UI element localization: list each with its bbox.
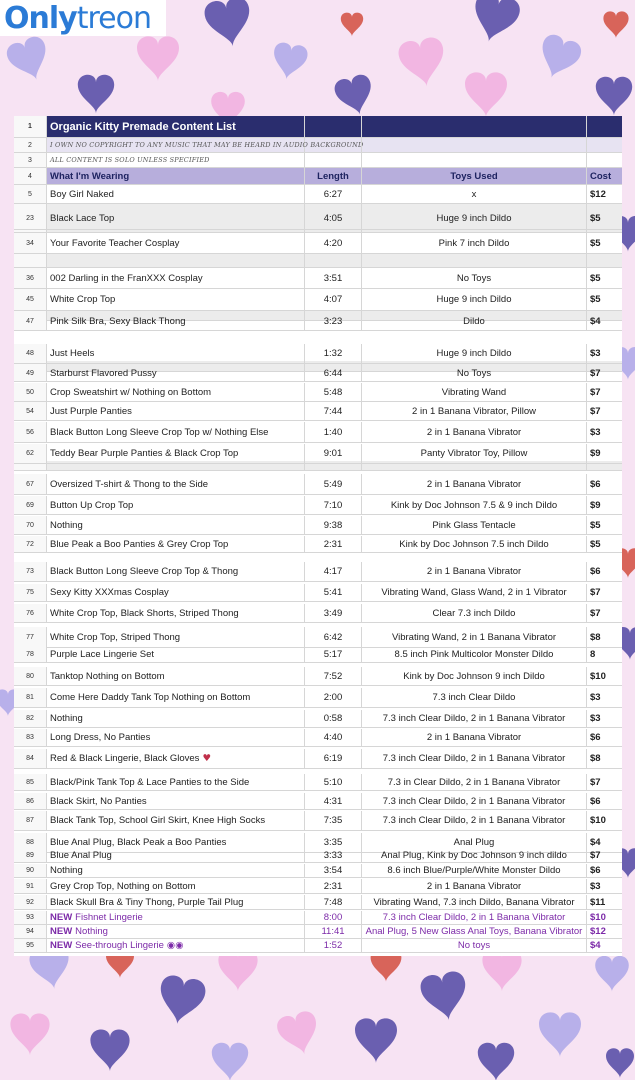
length-cell: 1:32 [305, 344, 362, 363]
cost-cell: $5 [590, 538, 601, 550]
toys-cell: 7.3 inch Clear Dildo, 2 in 1 Banana Vibrator [362, 811, 587, 830]
row-number: 50 [14, 383, 47, 401]
note-row [14, 153, 622, 168]
toys-cell: Kink by Doc Johnson 7.5 & 9 inch Dildo [362, 496, 587, 514]
row-number: 82 [14, 710, 47, 727]
cost-cell: $5 [590, 213, 601, 224]
wearing-text: Nothing [75, 926, 108, 937]
length-cell: 4:17 [305, 562, 362, 581]
wearing-cell [47, 710, 305, 727]
table-row [14, 562, 622, 582]
wearing-cell [47, 268, 305, 288]
wearing-cell [47, 185, 305, 203]
cost-cell: $12 [590, 926, 606, 937]
row-number: 87 [14, 811, 47, 830]
row-number: 92 [14, 895, 47, 909]
wearing-cell [47, 879, 305, 893]
toys-cell: Panty Vibrator Toy, Pillow [362, 444, 587, 463]
length-cell: 3:49 [305, 604, 362, 622]
length-cell: 3:33 [305, 849, 362, 862]
wearing-cell [47, 516, 305, 534]
length-cell: 3:35 [305, 833, 362, 852]
table-row [14, 793, 622, 810]
length-cell: 3:23 [305, 312, 362, 330]
toys-cell: Anal Plug, 5 New Glass Anal Toys, Banana Vibrator [362, 925, 587, 938]
toys-cell: Vibrating Wand, Glass Wand, 2 in 1 Vibrator [362, 584, 587, 601]
wearing-text: Nothing [50, 865, 83, 876]
table-row [14, 688, 622, 708]
toys-cell: 2 in 1 Banana Vibrator, Pillow [362, 402, 587, 420]
cost-cell: $7 [590, 367, 601, 379]
wearing-text: Pink Silk Bra, Sexy Black Thong [50, 315, 186, 327]
cost-cell: 8 [590, 648, 596, 660]
length-cell: 1:52 [305, 939, 362, 952]
row-number: 95 [14, 939, 47, 952]
toys-cell: 8.5 inch Pink Multicolor Monster Dildo [362, 646, 587, 662]
length-cell: 0:58 [305, 710, 362, 727]
cost-cell: $12 [590, 188, 606, 200]
toys-cell: 2 in 1 Banana Vibrator [362, 879, 587, 893]
toys-cell: 2 in 1 Banana Vibrator [362, 729, 587, 746]
eyes-icon: ◉◉ [163, 940, 184, 951]
table-row [14, 516, 622, 535]
row-number: 36 [14, 268, 47, 288]
cost-cell: $6 [590, 478, 601, 490]
table-row [14, 185, 622, 204]
cost-cell: $9 [590, 448, 601, 459]
table-row [14, 879, 622, 894]
wearing-cell [47, 536, 305, 552]
wearing-text: See-through Lingerie [75, 940, 164, 951]
length-cell: 6:27 [305, 185, 362, 203]
length-cell: 5:10 [305, 774, 362, 790]
wearing-text: Black/Pink Tank Top & Lace Panties to the Side [50, 776, 250, 788]
wearing-text: Black Button Long Sleeve Crop Top w/ Nothing Else [50, 426, 269, 438]
toys-cell: Kink by Doc Johnson 7.5 inch Dildo [362, 536, 587, 552]
wearing-cell [47, 208, 305, 229]
row-number: 80 [14, 667, 47, 685]
wearing-cell [47, 793, 305, 809]
wearing-cell [47, 627, 305, 647]
column-header-row [14, 168, 622, 185]
length-cell: 5:41 [305, 584, 362, 601]
table-row [14, 233, 622, 254]
wearing-text: Blue Peak a Boo Panties & Grey Crop Top [50, 538, 229, 550]
wearing-text: Purple Lace Lingerie Set [50, 648, 155, 660]
toys-cell: Pink Glass Tentacle [362, 516, 587, 534]
wearing-cell [47, 444, 305, 463]
header-length: Length [305, 168, 362, 184]
toys-cell: 7.3 inch Clear Dildo, 2 in 1 Banana Vibrator [362, 749, 587, 768]
row-number: 84 [14, 749, 47, 768]
wearing-text: Black Lace Top [50, 213, 115, 224]
table-row [14, 604, 622, 623]
wearing-text: Blue Anal Plug [50, 850, 112, 861]
cost-cell: $7 [590, 776, 601, 788]
cost-cell: $10 [590, 670, 606, 682]
table-row [14, 584, 622, 602]
length-cell: 5:48 [305, 383, 362, 401]
spreadsheet [14, 116, 622, 956]
watermark-part1: Only [4, 0, 77, 36]
cost-cell: $3 [590, 880, 601, 892]
new-badge: NEW [50, 940, 73, 951]
wearing-cell [47, 233, 305, 253]
length-cell: 6:44 [305, 365, 362, 381]
row-number: 77 [14, 627, 47, 647]
table-row [14, 268, 622, 289]
wearing-cell [47, 474, 305, 494]
wearing-text: 002 Darling in the FranXXX Cosplay [50, 272, 203, 284]
table-row [14, 344, 622, 364]
row-number: 1 [14, 116, 47, 137]
table-row [14, 925, 622, 939]
row-number: 90 [14, 864, 47, 877]
solo-note: ALL CONTENT IS SOLO UNLESS SPECIFIED [47, 153, 305, 167]
hidden-rows-gap [14, 254, 622, 268]
table-row [14, 749, 622, 769]
wearing-cell [47, 312, 305, 330]
cost-cell: $6 [590, 795, 601, 807]
title-row [14, 116, 622, 138]
row-number: 69 [14, 496, 47, 514]
cost-cell: $5 [590, 272, 601, 284]
new-badge: NEW [50, 912, 73, 923]
toys-cell: 2 in 1 Banana Vibrator [362, 422, 587, 442]
wearing-text: Your Favorite Teacher Cosplay [50, 237, 180, 249]
table-row [14, 895, 622, 910]
wearing-text: Grey Crop Top, Nothing on Bottom [50, 880, 196, 892]
toys-cell: Anal Plug, Kink by Doc Johnson 9 inch dildo [362, 849, 587, 862]
wearing-cell [47, 749, 305, 768]
wearing-cell [47, 911, 305, 924]
wearing-cell [47, 688, 305, 707]
row-number: 94 [14, 925, 47, 938]
length-cell: 6:19 [305, 749, 362, 768]
toys-cell: Clear 7.3 inch Dildo [362, 604, 587, 622]
table-row [14, 402, 622, 421]
row-number: 81 [14, 688, 47, 707]
toys-cell: 7.3 inch Clear Dildo, 2 in 1 Banana Vibrator [362, 911, 587, 924]
table-row [14, 422, 622, 443]
cost-cell: $5 [590, 237, 601, 249]
toys-cell: No toys [362, 939, 587, 952]
wearing-text: Button Up Crop Top [50, 499, 134, 511]
length-cell: 3:54 [305, 864, 362, 877]
wearing-cell [47, 939, 305, 952]
wearing-text: Starburst Flavored Pussy [50, 367, 157, 379]
wearing-text: Boy Girl Naked [50, 188, 114, 200]
length-cell: 9:38 [305, 516, 362, 534]
kiss-lips-icon: ♥ [199, 753, 211, 764]
cost-cell: $7 [590, 405, 601, 417]
toys-cell: Dildo [362, 312, 587, 330]
wearing-text: Sexy Kitty XXXmas Cosplay [50, 587, 169, 598]
length-cell: 4:40 [305, 729, 362, 746]
cost-cell: $3 [590, 426, 601, 438]
row-number: 5 [14, 185, 47, 203]
table-row [14, 774, 622, 791]
row-number: 48 [14, 344, 47, 363]
header-wearing: What I'm Wearing [47, 168, 305, 184]
row-number: 54 [14, 402, 47, 420]
row-number: 86 [14, 793, 47, 809]
length-cell: 7:48 [305, 895, 362, 909]
wearing-text: Crop Sweatshirt w/ Nothing on Bottom [50, 386, 212, 398]
wearing-text: Teddy Bear Purple Panties & Black Crop Top [50, 448, 239, 459]
cost-cell: $7 [590, 587, 601, 598]
wearing-cell [47, 562, 305, 581]
toys-cell: Vibrating Wand, 2 in 1 Banana Vibrator [362, 627, 587, 647]
wearing-cell [47, 584, 305, 601]
cost-cell: $8 [590, 753, 601, 764]
toys-cell: Huge 9 inch Dildo [362, 289, 587, 310]
table-row [14, 729, 622, 747]
row-number: 93 [14, 911, 47, 924]
cost-cell: $6 [590, 865, 601, 876]
wearing-text: Red & Black Lingerie, Black Gloves [50, 753, 200, 764]
row-number: 72 [14, 536, 47, 552]
row-number: 75 [14, 584, 47, 601]
wearing-cell [47, 422, 305, 442]
row-number: 83 [14, 729, 47, 746]
row-number: 45 [14, 289, 47, 310]
row-number: 91 [14, 879, 47, 893]
wearing-cell [47, 646, 305, 662]
table-row [14, 911, 622, 925]
wearing-text: Blue Anal Plug, Black Peak a Boo Panties [50, 837, 227, 848]
wearing-text: Fishnet Lingerie [75, 912, 143, 923]
length-cell: 5:49 [305, 474, 362, 494]
length-cell: 7:44 [305, 402, 362, 420]
cost-cell: $6 [590, 566, 601, 577]
wearing-text: White Crop Top, Striped Thong [50, 631, 181, 643]
table-row [14, 627, 622, 648]
row-number: 2 [14, 138, 47, 152]
wearing-text: White Crop Top [50, 294, 116, 305]
table-row [14, 474, 622, 495]
note-row [14, 138, 622, 153]
header-toys: Toys Used [362, 168, 587, 184]
wearing-cell [47, 402, 305, 420]
wearing-cell [47, 811, 305, 830]
cost-cell: $6 [590, 732, 601, 743]
toys-cell: 7.3 inch Clear Dildo, 2 in 1 Banana Vibrator [362, 793, 587, 809]
row-number: 3 [14, 153, 47, 167]
length-cell: 9:01 [305, 444, 362, 463]
sheet-title: Organic Kitty Premade Content List [47, 116, 305, 137]
cost-cell: $4 [590, 837, 601, 848]
cost-cell: $3 [590, 692, 601, 703]
wearing-text: Nothing [50, 519, 83, 531]
row-number: 67 [14, 474, 47, 494]
cost-cell: $5 [590, 294, 601, 305]
wearing-cell [47, 289, 305, 310]
cost-cell: $9 [590, 499, 601, 511]
cost-cell: $4 [590, 940, 601, 951]
cost-cell: $8 [590, 631, 601, 643]
row-number: 34 [14, 233, 47, 253]
length-cell: 4:07 [305, 289, 362, 310]
toys-cell: Kink by Doc Johnson 9 inch Dildo [362, 667, 587, 685]
wearing-text: Oversized T-shirt & Thong to the Side [50, 478, 209, 490]
table-row [14, 208, 622, 230]
row-number: 76 [14, 604, 47, 622]
length-cell: 6:42 [305, 627, 362, 647]
wearing-text: Black Button Long Sleeve Crop Top & Thong [50, 566, 239, 577]
wearing-text: Come Here Daddy Tank Top Nothing on Bottom [50, 692, 251, 703]
row-number: 23 [14, 208, 47, 229]
wearing-text: Black Skirt, No Panties [50, 795, 147, 807]
cost-cell: $7 [590, 850, 601, 861]
wearing-cell [47, 864, 305, 877]
cost-cell: $11 [590, 896, 606, 908]
wearing-cell [47, 383, 305, 401]
wearing-cell [47, 849, 305, 862]
copyright-note: I OWN NO COPYRIGHT TO ANY MUSIC THAT MAY BE HEARD IN AUDIO BACKGROUND [47, 138, 305, 152]
wearing-cell [47, 496, 305, 514]
wearing-cell [47, 604, 305, 622]
length-cell: 5:17 [305, 646, 362, 662]
cost-cell: $3 [590, 348, 601, 359]
length-cell: 7:10 [305, 496, 362, 514]
cost-cell: $7 [590, 386, 601, 398]
length-cell: 4:05 [305, 208, 362, 229]
row-number: 56 [14, 422, 47, 442]
table-row [14, 365, 622, 382]
toys-cell: 2 in 1 Banana Vibrator [362, 562, 587, 581]
new-badge: NEW [50, 926, 73, 937]
wearing-cell [47, 774, 305, 790]
table-row [14, 710, 622, 728]
wearing-cell [47, 895, 305, 909]
row-number: 73 [14, 562, 47, 581]
length-cell: 7:35 [305, 811, 362, 830]
wearing-text: Black Skull Bra & Tiny Thong, Purple Tail Plug [50, 896, 244, 908]
toys-cell: Huge 9 inch Dildo [362, 208, 587, 229]
toys-cell: 7.3 inch Clear Dildo, 2 in 1 Banana Vibrator [362, 710, 587, 727]
row-number: 47 [14, 312, 47, 330]
wearing-cell [47, 365, 305, 381]
table-row [14, 496, 622, 515]
toys-cell: x [362, 185, 587, 203]
toys-cell: Vibrating Wand [362, 383, 587, 401]
wearing-text: Long Dress, No Panties [50, 732, 151, 743]
table-row [14, 811, 622, 831]
table-row [14, 289, 622, 311]
watermark-part2: treon [76, 0, 151, 36]
toys-cell: Pink 7 inch Dildo [362, 233, 587, 253]
row-number: 78 [14, 646, 47, 662]
wearing-text: Black Tank Top, School Girl Skirt, Knee High Socks [50, 815, 266, 826]
table-row [14, 849, 622, 863]
length-cell: 7:52 [305, 667, 362, 685]
cost-cell: $10 [590, 815, 606, 826]
length-cell: 8:00 [305, 911, 362, 924]
length-cell: 2:31 [305, 536, 362, 552]
toys-cell: Huge 9 inch Dildo [362, 344, 587, 363]
length-cell: 2:31 [305, 879, 362, 893]
row-number: 4 [14, 168, 47, 184]
header-cost: Cost [590, 170, 612, 182]
table-row [14, 667, 622, 686]
length-cell: 3:51 [305, 268, 362, 288]
length-cell: 11:41 [305, 925, 362, 938]
cost-cell: $3 [590, 713, 601, 724]
toys-cell: No Toys [362, 365, 587, 381]
table-row [14, 312, 622, 331]
table-row [14, 444, 622, 464]
row-number: 70 [14, 516, 47, 534]
table-row [14, 536, 622, 553]
toys-cell: 7.3 inch Clear Dildo [362, 688, 587, 707]
wearing-cell [47, 344, 305, 363]
cost-cell: $5 [590, 519, 601, 531]
length-cell: 4:20 [305, 233, 362, 253]
table-row [14, 939, 622, 953]
wearing-cell [47, 925, 305, 938]
toys-cell: 2 in 1 Banana Vibrator [362, 474, 587, 494]
wearing-cell [47, 667, 305, 685]
table-row [14, 864, 622, 878]
row-number: 85 [14, 774, 47, 790]
row-number: 89 [14, 849, 47, 862]
wearing-text: Tanktop Nothing on Bottom [50, 670, 165, 682]
cost-cell: $10 [590, 912, 606, 923]
length-cell: 2:00 [305, 688, 362, 707]
wearing-text: White Crop Top, Black Shorts, Striped Thong [50, 607, 239, 619]
wearing-cell [47, 729, 305, 746]
length-cell: 1:40 [305, 422, 362, 442]
cost-cell: $4 [590, 315, 601, 327]
wearing-text: Nothing [50, 713, 83, 724]
wearing-text: Just Heels [50, 348, 95, 359]
row-number: 88 [14, 833, 47, 852]
row-number: 62 [14, 444, 47, 463]
watermark-logo [0, 0, 166, 36]
row-number: 49 [14, 365, 47, 381]
toys-cell: No Toys [362, 268, 587, 288]
toys-cell: Anal Plug [362, 833, 587, 852]
table-row [14, 646, 622, 663]
toys-cell: 8.6 inch Blue/Purple/White Monster Dildo [362, 864, 587, 877]
wearing-text: Just Purple Panties [50, 405, 132, 417]
cost-cell: $7 [590, 607, 601, 619]
toys-cell: Vibrating Wand, 7.3 inch Dildo, Banana Vibrator [362, 895, 587, 909]
table-row [14, 383, 622, 402]
toys-cell: 7.3 in Clear Dildo, 2 in 1 Banana Vibrator [362, 774, 587, 790]
length-cell: 4:31 [305, 793, 362, 809]
